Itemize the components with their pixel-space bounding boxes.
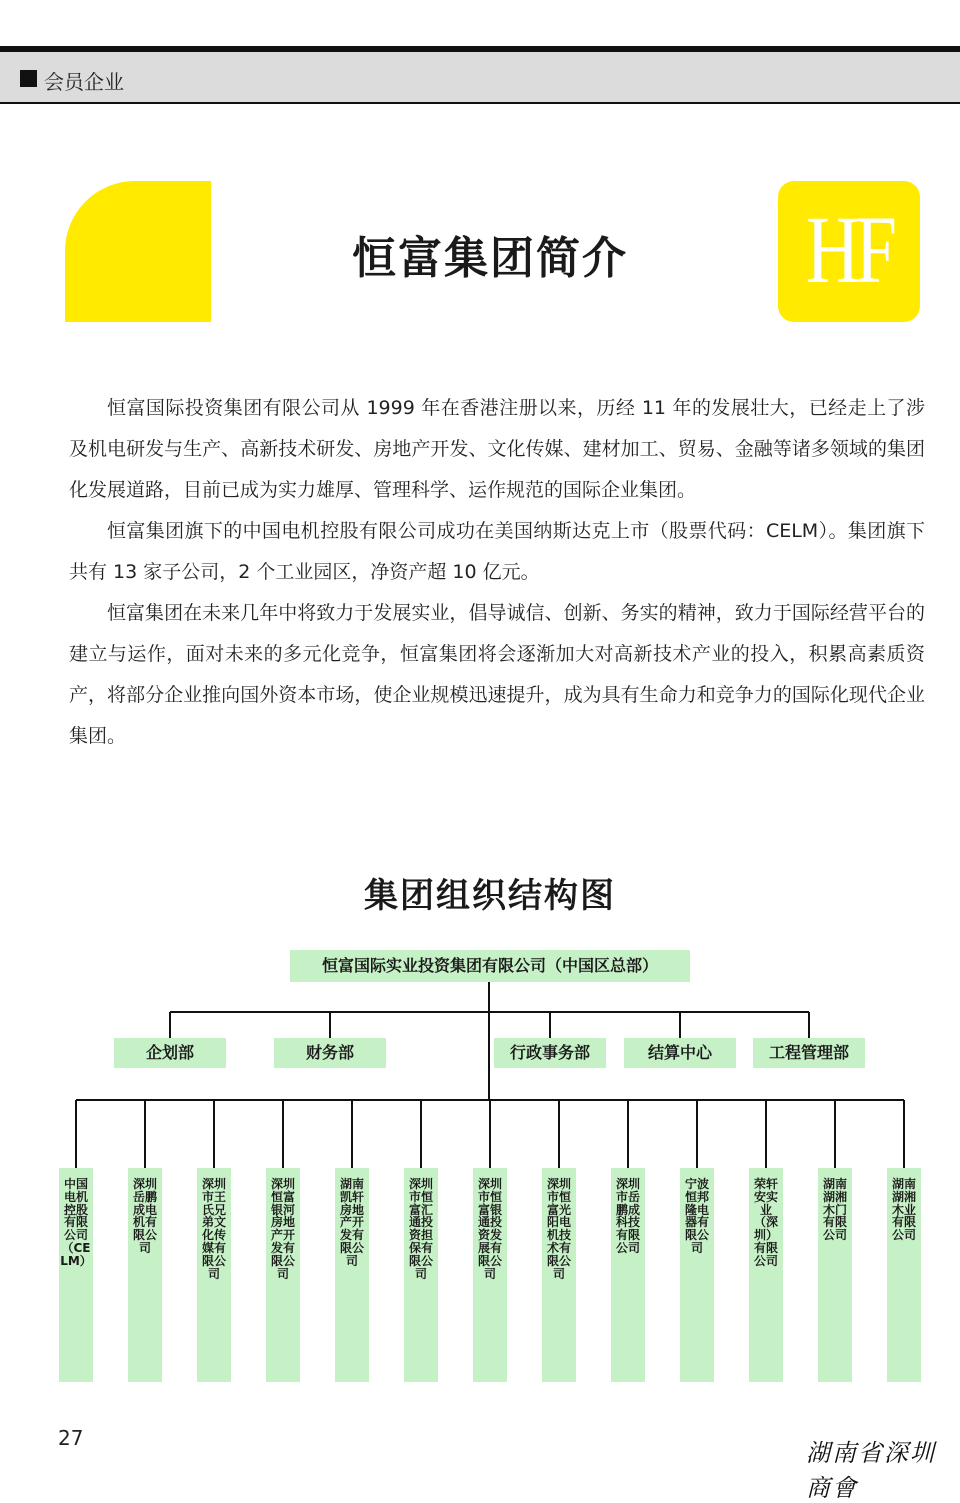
company-logo	[778, 181, 920, 322]
department-box: 企划部	[114, 1038, 226, 1068]
subsidiary-box	[404, 1168, 438, 1382]
department-box: 财务部	[274, 1038, 386, 1068]
intro-paragraph: 恒富国际投资集团有限公司从 1999 年在香港注册以来，历经 11 年的发展壮大，已经走上了涉及机电研发与生产、高新技术研发、房地产开发、文化传媒、建材加工、贸易、金融等诸多领域的集团化发展道路，目前已成为实力雄厚、管理科学、运作规范的国际企业集团。	[69, 397, 925, 501]
subsidiary-box	[128, 1168, 162, 1382]
intro-text	[69, 388, 925, 757]
subsidiary-box	[542, 1168, 576, 1382]
page-title: 恒富集团简介	[352, 233, 628, 284]
subsidiary-name: 深圳恒富银河房地产开发有限公司	[270, 1177, 295, 1281]
decorative-yellow-tab	[65, 181, 211, 322]
subsidiary-name: 深圳市恒富汇通投资担保有限公司	[408, 1177, 433, 1281]
subsidiary-name: 深圳市岳鹏成科技有限公司	[615, 1177, 640, 1255]
page-number: 27	[58, 1426, 84, 1450]
subsidiary-box	[818, 1168, 852, 1382]
org-chart-title: 集团组织结构图	[364, 876, 616, 916]
subsidiary-box	[197, 1168, 231, 1382]
department-box: 工程管理部	[753, 1038, 865, 1068]
subsidiary-name: 深圳市王氏兄弟文化传媒有限公司	[201, 1177, 226, 1281]
subsidiary-box	[611, 1168, 645, 1382]
subsidiary-name: 中国电机控股有限公司（CELM）	[60, 1177, 92, 1268]
footer-brand: 湖南省深圳商會	[806, 1439, 936, 1502]
subsidiary-name: 深圳岳鹏成电机有限公司	[132, 1177, 157, 1255]
intro-paragraph: 恒富集团在未来几年中将致力于发展实业，倡导诚信、创新、务实的精神，致力于国际经营平台的建立与运作，面对未来的多元化竞争，恒富集团将会逐渐加大对高新技术产业的投入，积累高素质资产，将部分企业推向国外资本市场，使企业规模迅速提升，成为具有生命力和竞争力的国际化现代企业集团。	[69, 602, 925, 747]
subsidiary-box	[59, 1168, 93, 1382]
subsidiary-box	[266, 1168, 300, 1382]
section-header	[0, 52, 960, 104]
subsidiary-name: 深圳市恒富光阳电机技术有限公司	[546, 1177, 571, 1281]
subsidiary-box	[887, 1168, 921, 1382]
subsidiary-name: 湖南湖湘木业有限公司	[891, 1177, 916, 1243]
department-box: 结算中心	[624, 1038, 736, 1068]
subsidiary-box	[335, 1168, 369, 1382]
subsidiary-box	[749, 1168, 783, 1382]
square-bullet-icon	[20, 70, 37, 87]
subsidiary-name: 湖南凯轩房地产开发有限公司	[339, 1177, 364, 1268]
subsidiary-name: 宁波恒邦隆电器有限公司	[684, 1177, 709, 1255]
department-box: 行政事务部	[494, 1038, 606, 1068]
subsidiary-box	[473, 1168, 507, 1382]
logo-text: HF	[805, 196, 893, 303]
headquarters-box: 恒富国际实业投资集团有限公司（中国区总部）	[290, 950, 690, 982]
subsidiary-box	[680, 1168, 714, 1382]
subsidiary-name: 深圳市恒富银通投资发展有限公司	[477, 1177, 502, 1281]
subsidiary-name: 荣轩安实业（深圳）有限公司	[753, 1177, 778, 1268]
intro-paragraph: 恒富集团旗下的中国电机控股有限公司成功在美国纳斯达克上市（股票代码：CELM）。集团旗下共有 13 家子公司，2 个工业园区，净资产超 10 亿元。	[69, 520, 925, 583]
subsidiary-name: 湖南湖湘木门有限公司	[822, 1177, 847, 1243]
section-label: 会员企业	[44, 70, 124, 94]
